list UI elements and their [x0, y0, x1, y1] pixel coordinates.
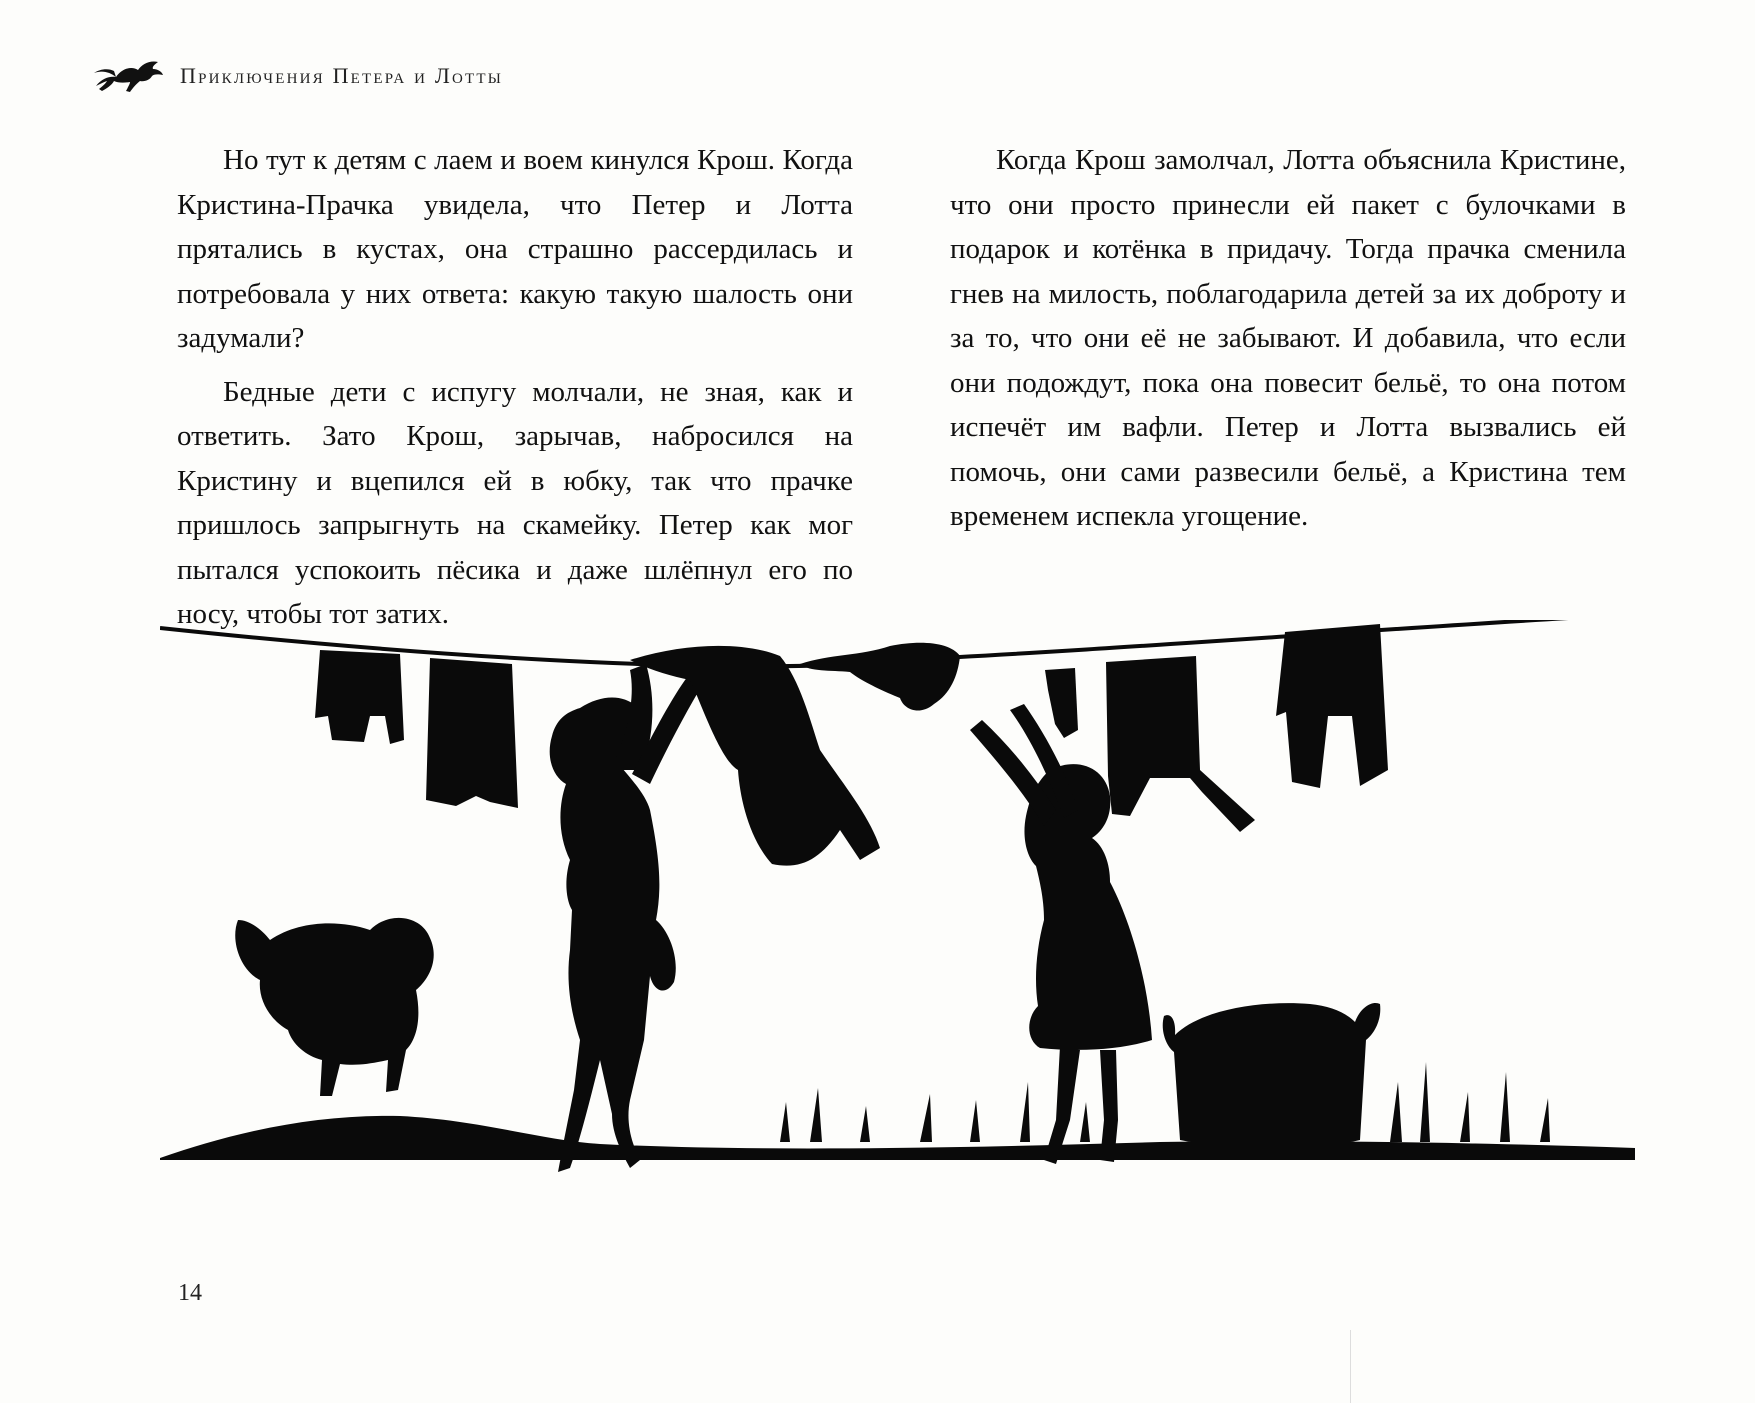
garment-held [630, 646, 880, 866]
page-number: 14 [178, 1280, 202, 1306]
dog-silhouette [235, 918, 433, 1096]
page-fold-line [1350, 1330, 1351, 1403]
paragraph: Бедные дети с испугу молчали, не зная, как и ответить. Зато Крош, зарычав, набросился на Кристину и вцепился ей в юбку, так что прачке пришлось запрыгнуть на скамейку. Петер как мог пытался успокоить пёсика и даже шлёпнул его по носу, чтобы тот затих. [177, 375, 853, 630]
garment-cap [800, 643, 960, 711]
grass [780, 1062, 1550, 1142]
paragraph: Но тут к детям с лаем и воем кинулся Крош. Когда Кристина-Прачка увидела, что Петер и Лотта прятались в кустах, она страшно рассердилась и потребовала у них ответа: какую такую шалость они задумали? [177, 144, 853, 354]
garment-trousers [1276, 624, 1388, 788]
garment-sock [1045, 668, 1078, 738]
laundry-basket [1163, 1003, 1381, 1148]
silhouette-illustration [160, 620, 1635, 1260]
horse-icon [92, 56, 166, 96]
text-column-right [950, 138, 1626, 548]
running-header [92, 56, 503, 96]
ground [160, 1116, 1635, 1160]
garment-shirt-2 [426, 658, 518, 808]
garment-shirt-3 [1106, 656, 1255, 832]
paragraph: Когда Крош замолчал, Лотта объяснила Кристине, что они просто принесли ей пакет с булочками в подарок и котёнка в придачу. Тогда прачка сменила гнев на милость, поблагодарила детей за их доброту и за то, что они её не забывают. И добавила, что если они подождут, пока она повесит бельё, то она потом испечёт им вафли. Петер и Лотта вызвались ей помочь, они сами развесили бельё, а Кристина тем временем испекла угощение. [950, 144, 1626, 532]
text-column-left [177, 138, 853, 646]
book-title: Приключения Петера и Лотты [180, 63, 503, 88]
garment-shirt-1 [315, 650, 404, 744]
